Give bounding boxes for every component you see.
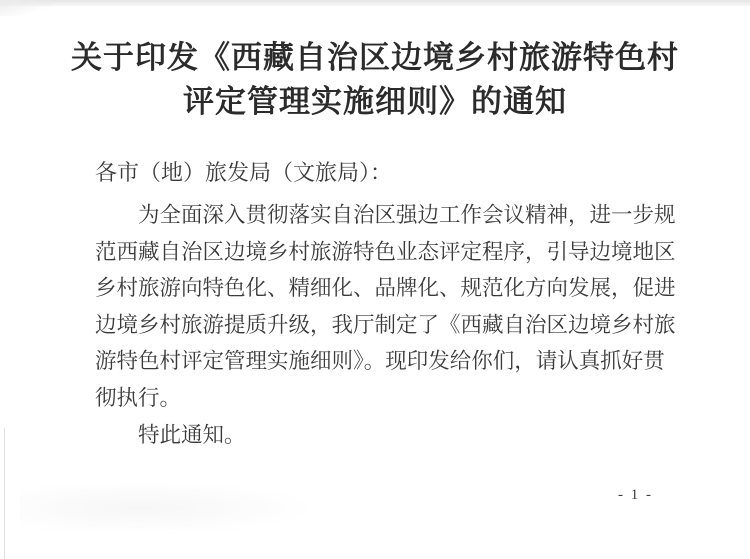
scan-top-edge [0, 0, 750, 6]
body-line: 为全面深入贯彻落实自治区强边工作会议精神，进一步规 [138, 203, 676, 227]
page-number: - 1 - [618, 487, 653, 503]
notice-title [40, 36, 710, 124]
body-line: 范西藏自治区边境乡村旅游特色业态评定程序，引导边境地区 [95, 239, 676, 264]
body-closing-line: 特此通知。 [138, 422, 246, 447]
scan-top-left-corner [0, 0, 52, 16]
body-line: 彻执行。 [95, 385, 182, 410]
body-line: 游特色村评定管理实施细则》。现印发给你们，请认真抓好贯 [95, 349, 665, 374]
notice-title-line-1: 关于印发《西藏自治区边境乡村旅游特色村 [71, 40, 679, 75]
notice-title-line-2: 评定管理实施细则》的通知 [183, 84, 567, 119]
notice-body [95, 197, 676, 453]
scan-left-edge-line [4, 428, 5, 559]
salutation: 各市（地）旅发局（文旅局）： [95, 160, 393, 185]
scan-smudge [20, 480, 320, 536]
body-line: 乡村旅游向特色化、精细化、品牌化、规范化方向发展，促进 [95, 276, 676, 301]
body-line: 边境乡村旅游提质升级，我厅制定了《西藏自治区边境乡村旅 [95, 312, 676, 337]
